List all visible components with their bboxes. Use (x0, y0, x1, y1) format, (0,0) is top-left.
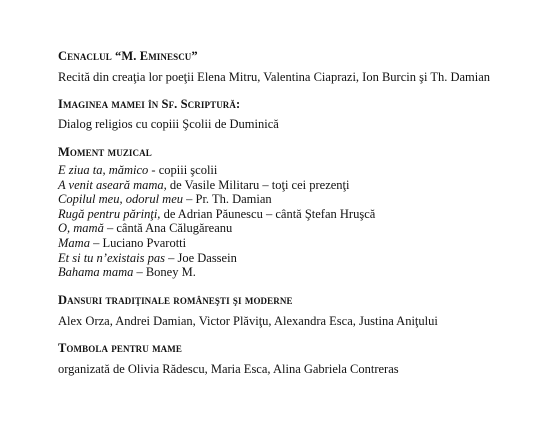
song-title: O, mamă – (58, 221, 114, 236)
section-moment-muzical (58, 144, 375, 280)
section-heading: Imaginea mamei în Sf. Scriptură: (58, 97, 241, 111)
song-title: Copilul meu, odorul meu – (58, 192, 193, 207)
list-item (58, 192, 375, 207)
song-performer: de Vasile Militaru – toţi cei prezenţi (166, 177, 350, 192)
section-text: Alex Orza, Andrei Damian, Victor Plăviţu, Alexandra Esca, Justina Aniţului (58, 314, 438, 328)
section-heading: Cenaclul “M. Eminescu” (58, 49, 198, 63)
song-title: Bahama mama – (58, 265, 143, 280)
music-list (58, 163, 375, 280)
list-item (58, 251, 375, 266)
list-item (58, 178, 375, 193)
section-imaginea-mamei (58, 96, 279, 132)
song-title: Et si tu n’existais pas – (58, 250, 175, 265)
section-text: Recită din creaţia lor poeţii Elena Mitru, Valentina Ciaprazi, Ion Burcin şi Th. Damian (58, 70, 491, 84)
song-performer: Pr. Th. Damian (192, 192, 272, 207)
section-heading: Moment muzical (58, 145, 152, 159)
song-performer: Boney M. (142, 265, 196, 280)
song-title: Rugă pentru părinţi, (58, 206, 161, 221)
section-heading: Tombola pentru mame (58, 341, 182, 355)
list-item (58, 207, 375, 222)
song-title: A venit aseară mama, (58, 177, 167, 192)
song-title: Mama – (58, 235, 100, 250)
section-tombola (58, 340, 399, 377)
song-performer: - copiii şcolii (148, 163, 218, 177)
section-dansuri (58, 292, 438, 329)
section-text: organizată de Olivia Rădescu, Maria Esca, Alina Gabriela Contreras (58, 362, 399, 376)
section-heading: Dansuri tradiţinale româneşti şi moderne (58, 293, 293, 307)
song-performer: de Adrian Păunescu – cântă Ştefan Hruşcă (160, 206, 376, 221)
song-performer: cântă Ana Călugăreanu (113, 221, 233, 236)
list-item (58, 163, 375, 178)
song-title: E ziua ta, mămico (58, 163, 149, 177)
list-item (58, 265, 375, 280)
section-cenaclul (58, 48, 490, 85)
song-performer: Luciano Pvarotti (99, 235, 187, 250)
section-text: Dialog religios cu copiii Şcolii de Duminică (58, 117, 279, 131)
list-item (58, 221, 375, 236)
list-item (58, 236, 375, 251)
song-performer: Joe Dassein (174, 250, 237, 265)
